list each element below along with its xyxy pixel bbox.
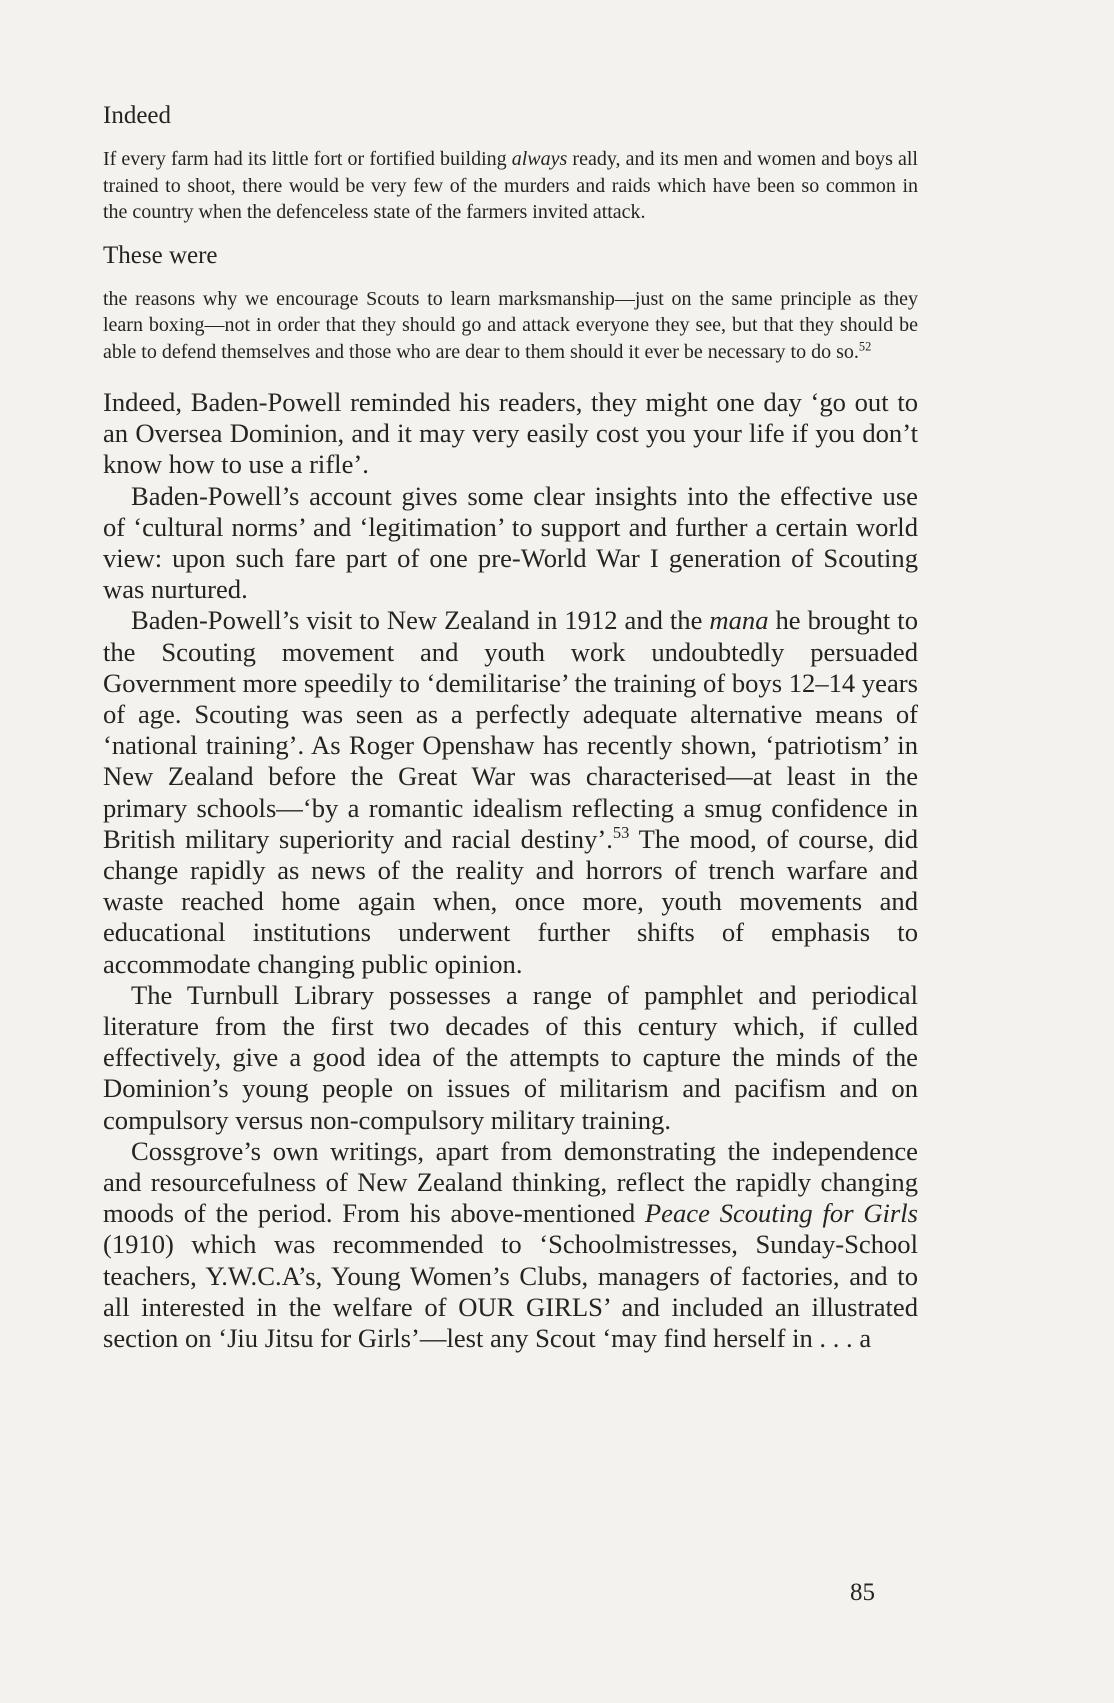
italic-text: mana <box>709 605 769 636</box>
text-run: Baden-Powell’s visit to New Zealand in 1912 and the <box>131 605 710 636</box>
body-paragraph <box>103 980 918 1136</box>
text-run: The mood, of course, did change rapidly as news of the reality and horrors of trench warfare and waste reached home again when, once more, youth movements and educational institutions underwent further shifts of emphasis to accommodate changing public opinion. <box>103 823 918 979</box>
block-quote-2 <box>103 286 918 366</box>
run-in-heading-these-were: These were <box>103 241 218 269</box>
body-text <box>103 387 918 1354</box>
body-paragraph <box>103 605 918 979</box>
text-run: ready, and its men and women and boys all trained to shoot, there would be very few of the murders and raids which have been so common in the country when the defenceless state of the farmers invited attack. <box>103 148 918 223</box>
text-run: Cossgrove’s own writings, apart from demonstrating the independence and resourcefulness of New Zealand thinking, reflect the rapidly changing moods of the period. From his above-mentioned <box>103 1135 918 1229</box>
block-quote-1 <box>103 146 918 226</box>
text-run: he brought to the Scouting movement and youth work undoubtedly persuaded Government more speedily to ‘demilitarise’ the training of boys 12–14 years of age. Scouting was seen as a perfectly adequate alternative means of ‘national training’. As Roger Openshaw has recently shown, ‘patriotism’ in New Zealand before the Great War was characterised—at least in the primary schools—‘by a romantic idealism reflecting a smug confidence in British military superiority and racial destiny’. <box>103 605 918 854</box>
page-body <box>103 100 918 1354</box>
text-run: the reasons why we encourage Scouts to learn marksmanship—just on the same principle as they learn boxing—not in order that they should go and attack everyone they see, but that they should be able to defend themselves and those who are dear to them should it ever be necessary to do so. <box>103 287 918 363</box>
page-number: 85 <box>850 1579 875 1606</box>
text-run: If every farm had its little fort or fortified building <box>103 148 512 170</box>
footnote-marker: 53 <box>612 822 630 842</box>
text-run: Indeed, Baden-Powell reminded his readers, they might one day ‘go out to an Oversea Dominion, and it may very easily cost you your life if you don’t know how to use a rifle’. <box>103 387 918 480</box>
footnote-marker: 52 <box>858 339 872 354</box>
italic-text: Peace Scouting for Girls <box>644 1198 919 1229</box>
run-in-heading-indeed: Indeed <box>103 102 172 129</box>
body-paragraph <box>103 1136 918 1354</box>
body-paragraph <box>103 387 918 481</box>
text-run: The Turnbull Library possesses a range of pamphlet and periodical literature from the first two decades of this century which, if culled effectively, give a good idea of the attempts to capture the minds of the Dominion’s young people on issues of militarism and pacifism and on compulsory versus non-compulsory military training. <box>103 979 918 1135</box>
italic-text: always <box>511 148 568 170</box>
text-run: Baden-Powell’s account gives some clear insights into the effective use of ‘cultural norms’ and ‘legitimation’ to support and further a certain world view: upon such fare part of one pre-World War I generation of Scouting was nurtured. <box>103 480 918 605</box>
text-run: (1910) which was recommended to ‘Schoolmistresses, Sunday-School teachers, Y.W.C.A’s, Young Women’s Clubs, managers of factories, and to all interested in the welfare of OUR GIRLS’ and included an illustrated section on ‘Jiu Jitsu for Girls’—lest any Scout ‘may find herself in . . . a <box>103 1229 918 1354</box>
body-paragraph <box>103 481 918 606</box>
